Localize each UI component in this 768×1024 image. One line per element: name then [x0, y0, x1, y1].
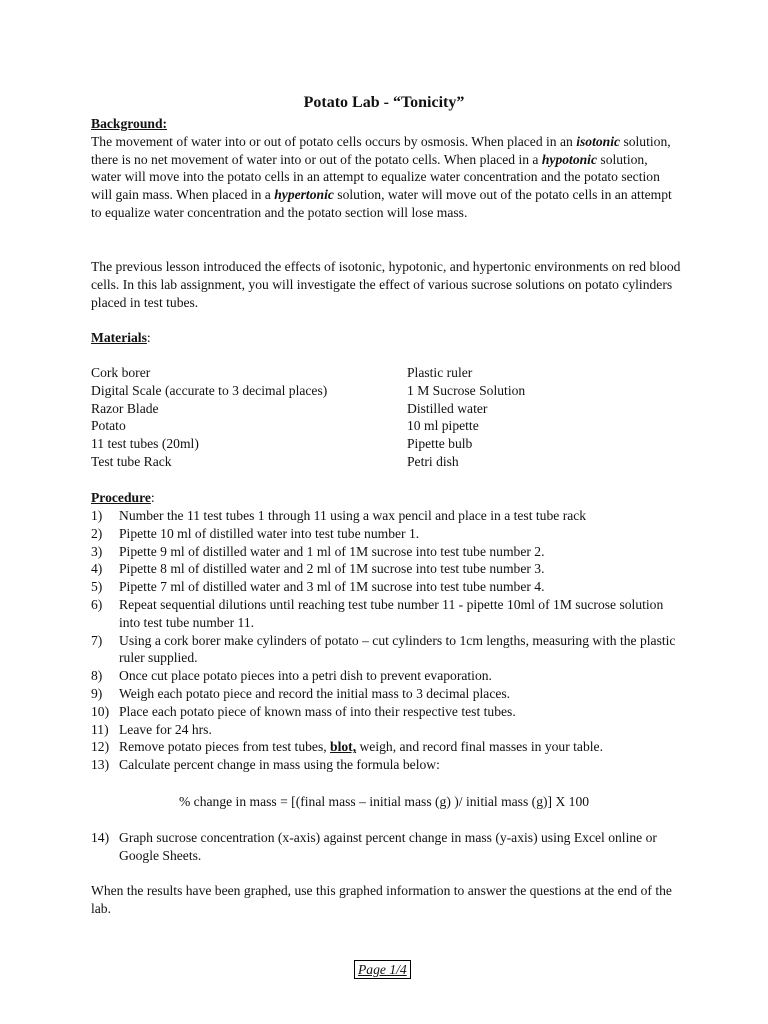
procedure-step — [91, 543, 681, 561]
step-text: Pipette 7 ml of distilled water and 3 ml of 1M sucrose into test tube number 4. — [119, 579, 545, 595]
closing-block — [91, 882, 681, 918]
step-text: Repeat sequential dilutions until reaching test tube number 11 - pipette 10ml of 1M sucrose solution into test tube number 11. — [119, 596, 664, 630]
paragraph-text: solution, water will move into the potato cells in an attempt to equalize water concentration and the potato section will gain mass. When placed in a — [91, 151, 660, 203]
step-text-part: Remove potato pieces from test tubes, — [119, 739, 331, 755]
procedure-step — [91, 507, 681, 525]
materials-row — [91, 364, 681, 382]
step-14-block — [91, 829, 681, 865]
step-text: Pipette 9 ml of distilled water and 1 ml of 1M sucrose into test tube number 2. — [119, 543, 545, 559]
materials-row — [91, 400, 681, 418]
procedure-step — [91, 667, 681, 685]
background-heading: Background: — [91, 116, 168, 131]
procedure-step — [91, 756, 681, 774]
procedure-step — [91, 703, 681, 721]
materials-heading-colon: : — [146, 330, 151, 345]
procedure-step — [91, 525, 681, 543]
material-item: Razor Blade — [91, 400, 159, 416]
background-paragraph-2: The previous lesson introduced the effects of isotonic, hypotonic, and hypertonic environments on red blood cells. In this lab assignment, you will investigate the effect of various sucrose solutions on potato cylinders placed in test tubes. — [91, 259, 681, 310]
paragraph-text: solution, there is no net movement of water into or out of the potato cells. When placed in a — [91, 133, 671, 167]
procedure-step — [91, 685, 681, 703]
material-item: Distilled water — [407, 400, 488, 416]
step-number: 10) — [91, 703, 110, 719]
material-item: Pipette bulb — [407, 436, 473, 452]
step-text: Place each potato piece of known mass of into their respective test tubes. — [119, 703, 516, 719]
step-number: 6) — [91, 596, 103, 612]
step-text: Weigh each potato piece and record the initial mass to 3 decimal places. — [119, 685, 511, 701]
background-paragraph-1 — [91, 133, 681, 222]
material-item: 10 ml pipette — [407, 418, 479, 434]
procedure-step — [91, 596, 681, 632]
step-number: 12) — [91, 739, 110, 755]
paragraph-text: The movement of water into or out of potato cells occurs by osmosis. When placed in an — [91, 133, 577, 149]
step-number: 5) — [91, 579, 103, 595]
materials-heading-block — [91, 329, 681, 347]
procedure-step — [91, 560, 681, 578]
emphasized-term: hypotonic — [541, 151, 597, 167]
procedure-heading-colon: : — [150, 490, 155, 505]
step-text: Number the 11 test tubes 1 through 11 using a wax pencil and place in a test tube rack — [119, 508, 587, 523]
procedure-steps — [91, 507, 681, 774]
step-text: Using a cork borer make cylinders of potato – cut cylinders to 1cm lengths, measuring with the plastic ruler supplied. — [119, 632, 676, 666]
step-number: 4) — [91, 561, 103, 577]
material-item: Plastic ruler — [407, 365, 473, 380]
materials-list — [91, 364, 681, 471]
step-number: 14) — [91, 830, 110, 845]
materials-row — [91, 435, 681, 453]
procedure-step — [91, 738, 681, 756]
material-item: 1 M Sucrose Solution — [407, 382, 526, 398]
materials-row — [91, 382, 681, 400]
material-item: 11 test tubes (20ml) — [91, 436, 199, 452]
step-number: 13) — [91, 757, 110, 773]
procedure-heading: Procedure — [91, 490, 151, 505]
step-text: Leave for 24 hrs. — [119, 721, 212, 737]
step-number: 8) — [91, 668, 103, 684]
procedure-step — [91, 632, 681, 668]
step-number: 3) — [91, 543, 103, 559]
step-text: Once cut place potato pieces into a petri dish to prevent evaporation. — [119, 668, 492, 684]
step-text — [119, 738, 681, 756]
percent-change-formula: % change in mass = [(final mass – initial mass (g) )/ initial mass (g)] X 100 — [178, 794, 590, 809]
emphasized-term: isotonic — [576, 133, 621, 149]
step-number: 2) — [91, 525, 103, 541]
materials-heading: Materials — [91, 330, 147, 345]
background-section — [91, 115, 681, 222]
procedure-step — [91, 721, 681, 739]
procedure-heading-block — [91, 489, 681, 507]
step-number: 1) — [91, 508, 103, 523]
material-item: Petri dish — [407, 453, 459, 469]
step-number: 7) — [91, 632, 103, 648]
step-text: Pipette 10 ml of distilled water into test tube number 1. — [119, 525, 420, 541]
material-item: Digital Scale (accurate to 3 decimal places) — [91, 382, 328, 398]
paragraph-text: solution, water will move out of the potato cells in an attempt to equalize water concentration and the potato section will lose mass. — [91, 187, 672, 220]
material-item: Potato — [91, 418, 126, 434]
step-text-part: weigh, and record final masses in your table. — [356, 739, 603, 755]
emphasized-term: hypertonic — [274, 187, 334, 203]
emphasized-term: blot, — [330, 739, 357, 755]
material-item: Cork borer — [91, 365, 151, 380]
material-item: Test tube Rack — [91, 453, 172, 469]
background-paragraph-2-block — [91, 258, 681, 311]
step-text: Graph sucrose concentration (x-axis) against percent change in mass (y-axis) using Excel online or Google Sheets. — [119, 830, 657, 863]
page-number — [354, 960, 411, 979]
procedure-step — [91, 578, 681, 596]
page-number-text: Page 1/4 — [358, 962, 407, 977]
step-text: Calculate percent change in mass using the formula below: — [119, 757, 440, 773]
closing-paragraph: When the results have been graphed, use this graphed information to answer the questions at the end of the lab. — [91, 883, 672, 916]
procedure-step — [91, 829, 681, 865]
materials-row — [91, 417, 681, 435]
step-text: Pipette 8 ml of distilled water and 2 ml of 1M sucrose into test tube number 3. — [119, 561, 545, 577]
step-number: 9) — [91, 685, 103, 701]
materials-row — [91, 453, 681, 471]
page-title: Potato Lab - “Tonicity” — [303, 94, 465, 111]
step-number: 11) — [91, 721, 109, 737]
